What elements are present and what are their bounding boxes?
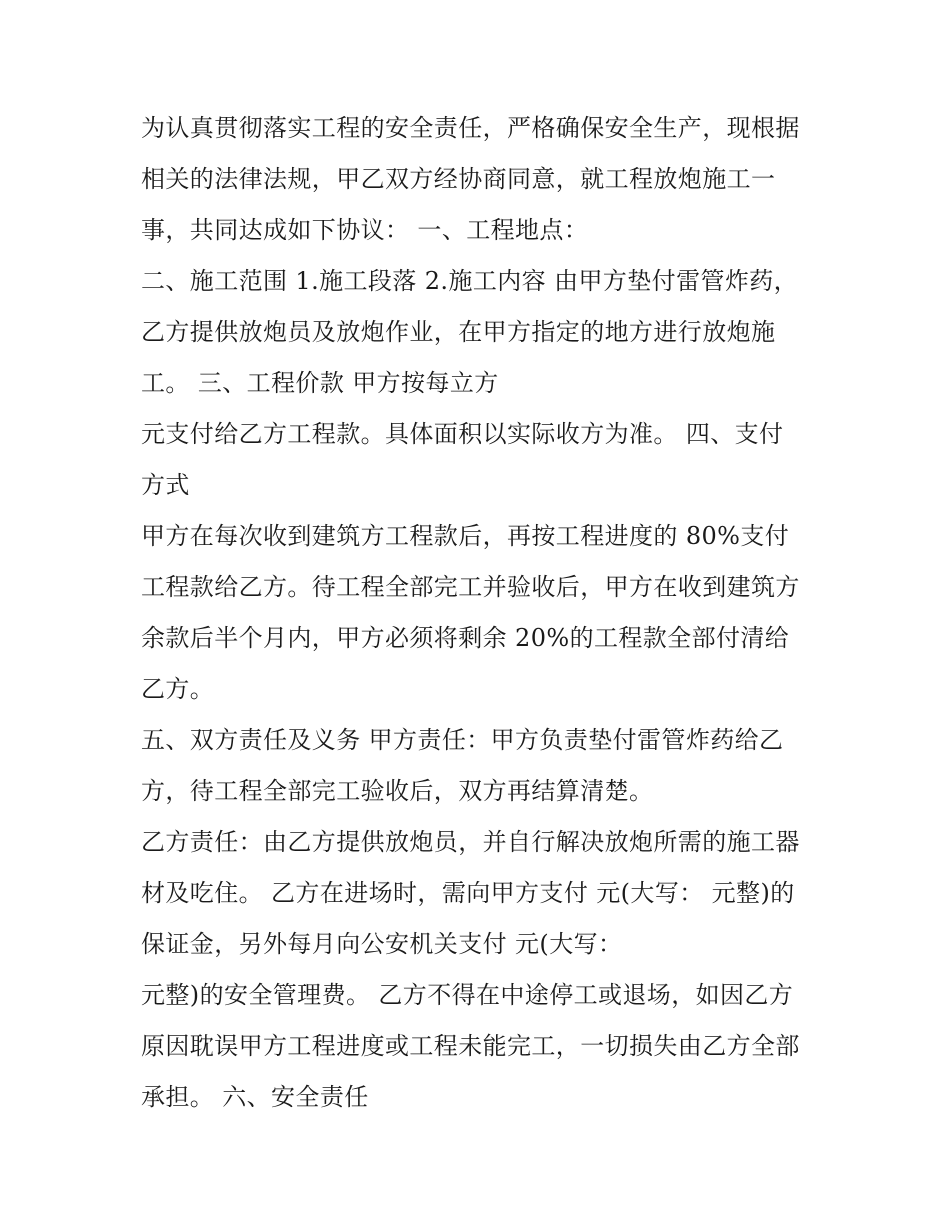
text-line: 为认真贯彻落实工程的安全责任，严格确保安全生产，现根据 — [141, 114, 800, 142]
text-line: 事，共同达成如下协议： 一、工程地点： — [141, 216, 589, 244]
document-body — [141, 103, 821, 1123]
text-line: 相关的法律法规，甲乙双方经协商同意，就工程放炮施工一 — [141, 165, 776, 193]
text-line: 乙方。 — [141, 675, 215, 703]
text-line: 元支付给乙方工程款。具体面积以实际收方为准。 四、支付 — [141, 420, 784, 448]
text-line: 工。 三、工程价款 甲方按每立方 — [141, 369, 499, 397]
text-line: 余款后半个月内，甲方必须将剩余 20%的工程款全部付清给 — [141, 624, 790, 652]
text-line: 方式 — [141, 471, 190, 499]
text-line: 材及吃住。 乙方在进场时，需向甲方支付 元(大写： 元整)的 — [141, 879, 795, 907]
text-line: 乙方提供放炮员及放炮作业，在甲方指定的地方进行放炮施 — [141, 318, 776, 346]
text-line: 原因耽误甲方工程进度或工程未能完工，一切损失由乙方全部 — [141, 1032, 800, 1060]
text-line: 方，待工程全部完工验收后，双方再结算清楚。 — [141, 777, 654, 805]
text-line: 乙方责任：由乙方提供放炮员，并自行解决放炮所需的施工器 — [141, 828, 800, 856]
text-line: 承担。 六、安全责任 — [141, 1083, 369, 1111]
text-line: 五、双方责任及义务 甲方责任：甲方负责垫付雷管炸药给乙 — [141, 726, 784, 754]
text-line: 保证金，另外每月向公安机关支付 元(大写： — [141, 930, 623, 958]
text-line: 工程款给乙方。待工程全部完工并验收后，甲方在收到建筑方 — [141, 573, 800, 601]
text-line: 二、施工范围 1.施工段落 2.施工内容 由甲方垫付雷管炸药， — [141, 267, 799, 295]
text-line: 甲方在每次收到建筑方工程款后，再按工程进度的 80%支付 — [141, 522, 790, 550]
text-line: 元整)的安全管理费。 乙方不得在中途停工或退场，如因乙方 — [141, 981, 794, 1009]
